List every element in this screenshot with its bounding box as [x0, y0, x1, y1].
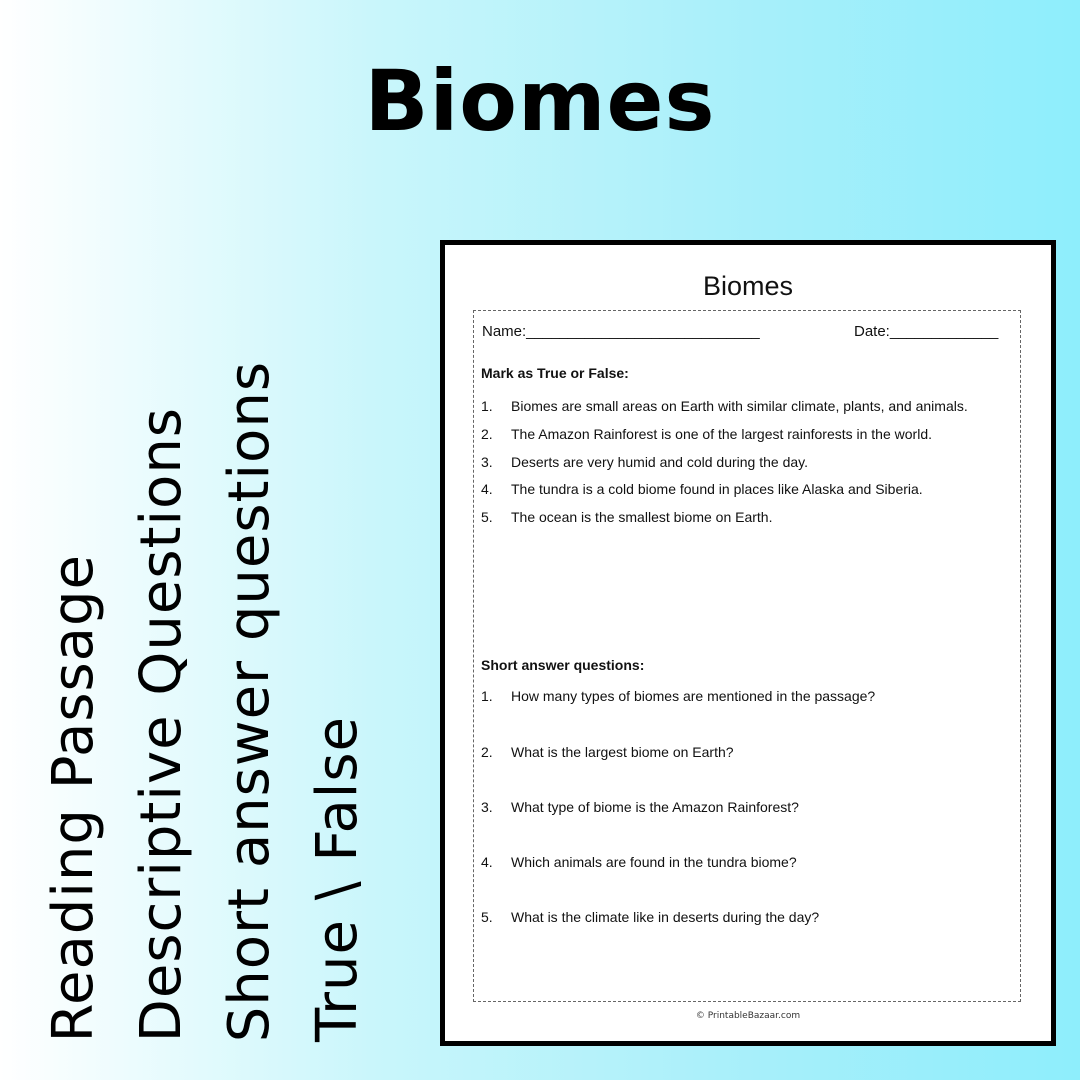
cover-label-reading-passage: Reading Passage	[41, 553, 106, 1042]
item-text: What is the largest biome on Earth?	[511, 744, 734, 760]
short-answer-item	[481, 909, 819, 925]
item-number: 1.	[481, 398, 493, 414]
true-false-item	[481, 398, 968, 414]
true-false-item	[481, 509, 772, 525]
item-text: Deserts are very humid and cold during the day.	[511, 454, 809, 470]
item-number: 2.	[481, 426, 493, 442]
item-number: 2.	[481, 744, 493, 760]
short-answer-item	[481, 744, 734, 760]
item-text: The ocean is the smallest biome on Earth.	[511, 509, 773, 525]
item-number: 5.	[481, 909, 493, 925]
copyright-footer: © PrintableBazaar.com	[695, 1011, 801, 1021]
item-text: The Amazon Rainforest is one of the largest rainforests in the world.	[511, 426, 932, 442]
item-number: 3.	[481, 799, 493, 815]
item-text: What is the climate like in deserts during the day?	[511, 909, 820, 925]
short-answer-item	[481, 854, 797, 870]
item-text: Which animals are found in the tundra biome?	[511, 854, 797, 870]
date-field: Date:_____________	[854, 323, 999, 340]
item-number: 3.	[481, 454, 493, 470]
item-text: What type of biome is the Amazon Rainforest?	[511, 799, 799, 815]
cover-label-true-false: True \ False	[305, 716, 370, 1042]
true-false-item	[481, 454, 808, 470]
cover-title: Biomes	[364, 52, 716, 150]
item-text: How many types of biomes are mentioned in the passage?	[511, 688, 876, 704]
item-number: 5.	[481, 509, 493, 525]
item-text: Biomes are small areas on Earth with similar climate, plants, and animals.	[511, 398, 968, 414]
item-text: The tundra is a cold biome found in places like Alaska and Siberia.	[511, 481, 923, 497]
worksheet-content-box	[473, 310, 1021, 1002]
worksheet-title: Biomes	[702, 271, 794, 301]
worksheet-preview	[440, 240, 1056, 1046]
short-answer-item	[481, 799, 799, 815]
true-false-item	[481, 481, 923, 497]
cover-label-short-answer-questions: Short answer questions	[217, 360, 282, 1042]
short-answer-item	[481, 688, 875, 704]
short-answer-heading: Short answer questions:	[481, 657, 645, 673]
true-false-heading: Mark as True or False:	[481, 365, 629, 381]
item-number: 4.	[481, 854, 493, 870]
name-field: Name:____________________________	[482, 323, 760, 340]
item-number: 4.	[481, 481, 493, 497]
cover-label-descriptive-questions: Descriptive Questions	[129, 406, 194, 1042]
item-number: 1.	[481, 688, 493, 704]
true-false-item	[481, 426, 932, 442]
